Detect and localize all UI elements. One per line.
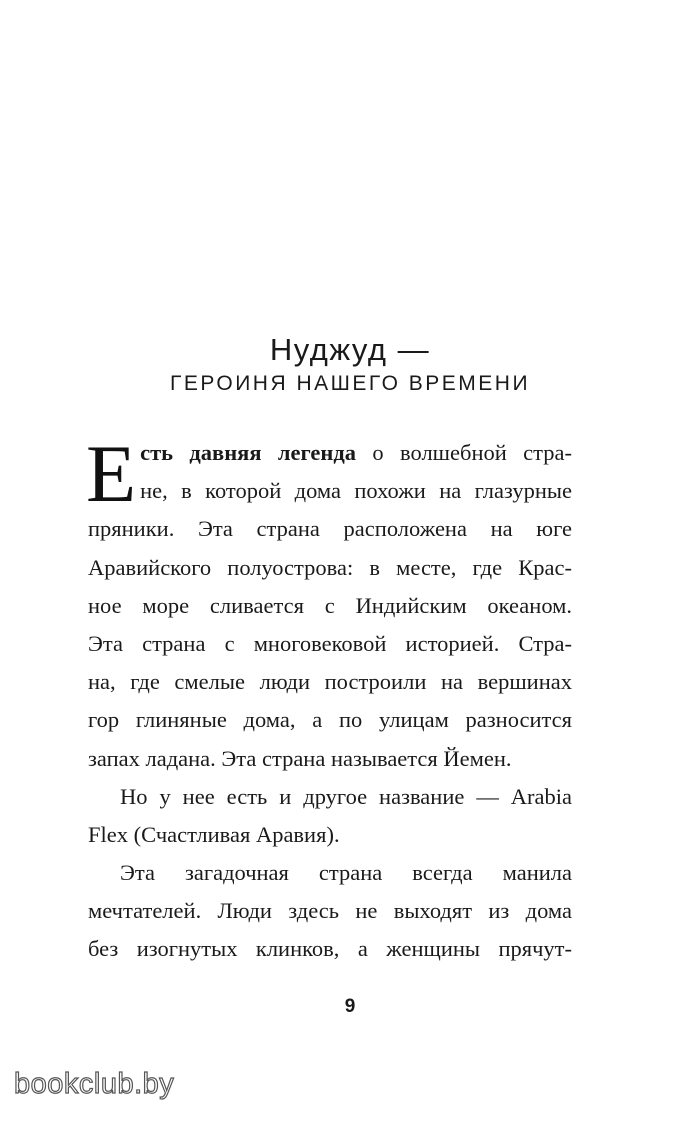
text-line: пряники. Эта страна расположена на юге bbox=[88, 516, 572, 542]
text-line: Аравийского полуострова: в месте, где Крас- bbox=[88, 554, 572, 580]
text-line bbox=[88, 434, 572, 472]
drop-cap: Е bbox=[86, 428, 137, 519]
paragraph-2 bbox=[88, 778, 572, 854]
chapter-title-line1: Нуджуд — bbox=[269, 332, 431, 367]
text-line-rest: о волшебной стра- bbox=[356, 440, 572, 465]
text-line: мечтателей. Люди здесь не выходят из дома bbox=[88, 898, 572, 924]
text-line: запах ладана. Эта страна называется Йемен. bbox=[88, 745, 512, 771]
text-line: гор глиняные дома, а по улицам разносится bbox=[88, 707, 572, 733]
text-line: не, в которой дома похожи на глазурные bbox=[140, 478, 572, 504]
body-text bbox=[86, 428, 572, 969]
text-line: Но у нее есть и другое название — Arabia bbox=[120, 783, 572, 809]
text-line: без изогнутых клинков, а женщины прячут- bbox=[88, 936, 572, 962]
text-line: ное море сливается с Индийским океаном. bbox=[88, 592, 572, 618]
chapter-title-line2: ГЕРОИНЯ НАШЕГО ВРЕМЕНИ bbox=[169, 372, 531, 395]
page-number: 9 bbox=[344, 996, 356, 1017]
paragraph-1 bbox=[86, 428, 572, 778]
text-line: Эта страна с многовековой историей. Стра- bbox=[88, 630, 572, 656]
bold-lead-text: сть давняя легенда bbox=[140, 440, 357, 465]
text-line: Flex (Счастливая Аравия). bbox=[88, 821, 340, 847]
text-line: Эта загадочная страна всегда манила bbox=[120, 860, 572, 886]
watermark: bookclub.by bbox=[14, 1068, 175, 1100]
text-line: на, где смелые люди построили на вершинах bbox=[88, 669, 572, 695]
paragraph-3 bbox=[88, 854, 572, 969]
